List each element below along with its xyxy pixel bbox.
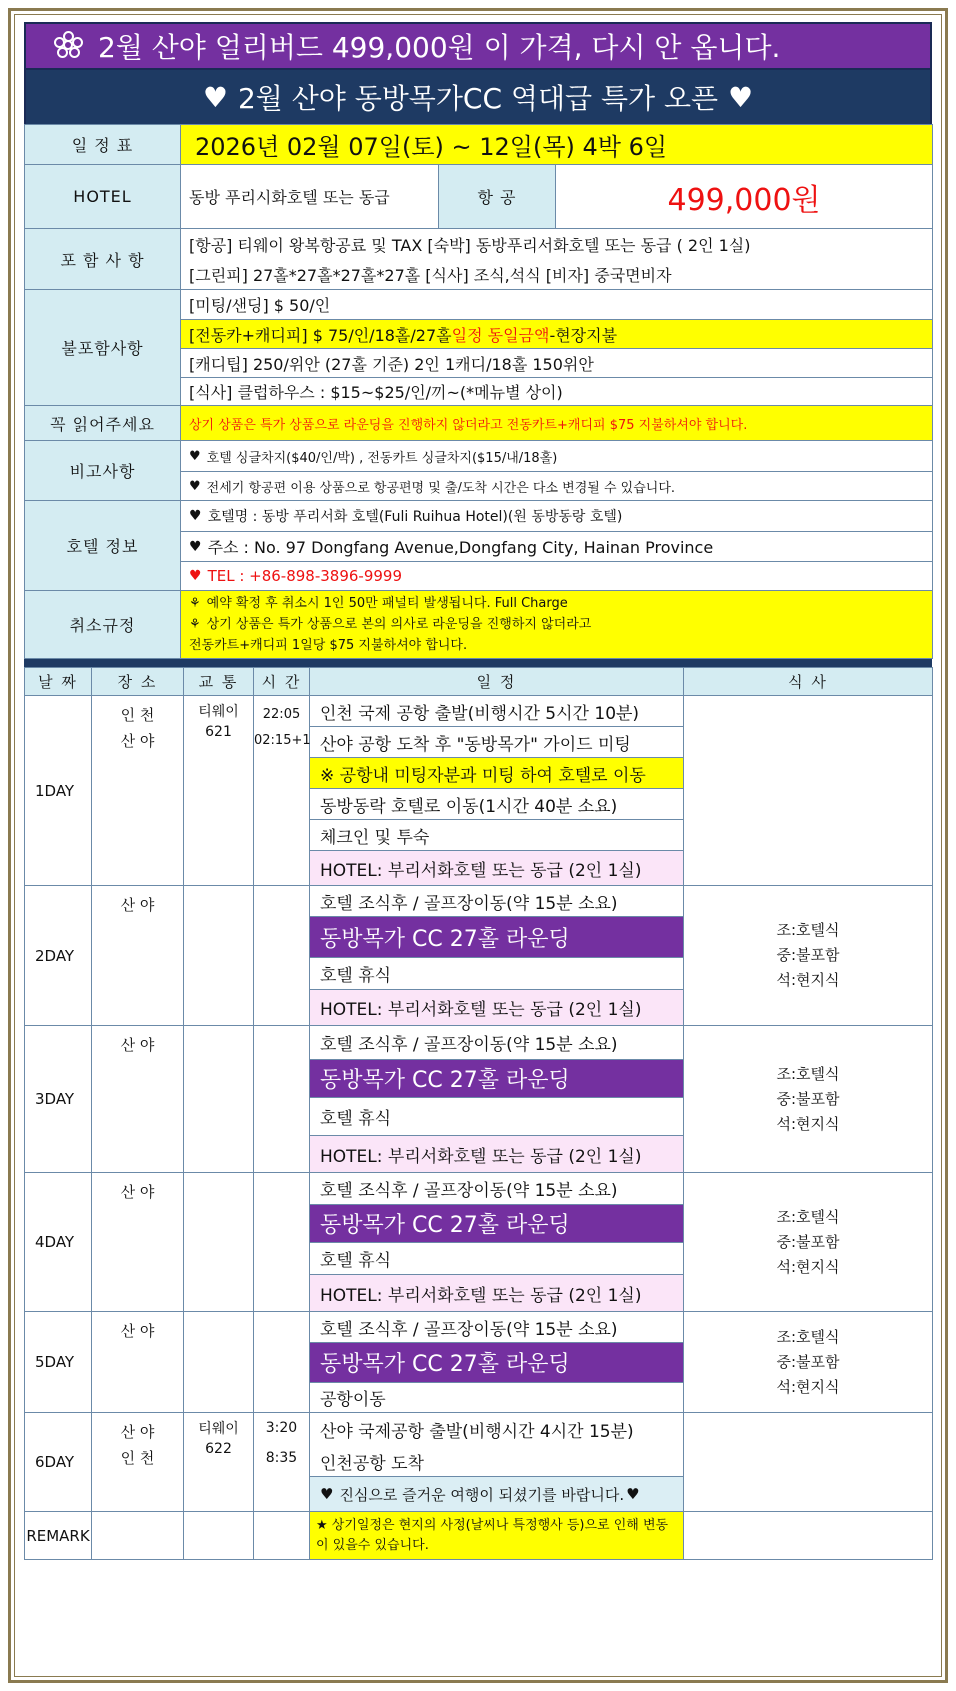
schedule-item: 호텔 조식후 / 골프장이동(약 15분 소요) — [310, 886, 683, 917]
heart-icon: ♥ — [626, 1485, 640, 1503]
schedule-item: HOTEL: 부리서화호텔 또는 동급 (2인 1실) — [310, 1136, 683, 1172]
place-text: 산 야 — [120, 732, 155, 750]
excluded-label: 불포함사항 — [25, 290, 181, 406]
meal-cell — [684, 1512, 933, 1560]
heart-icon: ♥ — [728, 80, 754, 114]
heart-icon: ♥ — [202, 80, 228, 114]
place-cell: 산 야 — [92, 1312, 184, 1413]
schedule-item: 공항이동 — [320, 1390, 386, 1410]
place-cell — [92, 1512, 184, 1560]
day-row — [25, 696, 933, 886]
meal-text: 중:불포함 — [776, 946, 840, 964]
schedule-cell — [310, 886, 684, 1026]
hotel-info-text: 호텔명 : 동방 푸리서화 호텔(Fuli Ruihua Hotel)(원 동방동랑 호텔) — [207, 509, 623, 525]
transport-cell: 티웨이 622 — [184, 1413, 254, 1512]
schedule-item: 동방동락 호텔로 이동(1시간 40분 소요) — [310, 789, 683, 820]
remark-line — [181, 441, 932, 471]
header-schedule: 일 정 — [310, 668, 684, 696]
schedule-item-highlight: 동방목가 CC 27홀 라운딩 — [310, 1205, 683, 1243]
meal-text: 조:호텔식 — [776, 1327, 840, 1346]
schedule-cell — [310, 1026, 684, 1173]
meal-cell — [684, 696, 933, 886]
transport-cell: 티웨이 621 — [184, 696, 254, 886]
must-read-text: 상기 상품은 특가 상품으로 라운딩을 진행하지 않더라고 전동카트+캐디피 $75 지불하셔야 합니다. — [181, 406, 933, 441]
schedule-text: 진심으로 즐거운 여행이 되셨기를 바랍니다. — [339, 1485, 625, 1504]
day-row — [25, 886, 933, 1026]
schedule-item: HOTEL: 부리서화호텔 또는 동급 (2인 1실) — [310, 1275, 683, 1311]
remark-text: 호텔 싱글차지($40/인/박) , 전동카트 싱글차지($15/내/18홀) — [206, 450, 558, 466]
remark-line — [181, 471, 932, 500]
included-label: 포 함 사 항 — [25, 229, 181, 290]
place-text: 인 천 — [120, 706, 155, 724]
meal-cell — [684, 1173, 933, 1312]
transport-cell — [184, 1026, 254, 1173]
schedule-item: 호텔 휴식 — [310, 1098, 683, 1136]
time-cell — [254, 1026, 310, 1173]
included-line: [그린피] 27홀*27홀*27홀*27홀 [식사] 조식,석식 [비자] 중국면비자 — [189, 265, 672, 285]
hotel-info-text: 주소 : No. 97 Dongfang Avenue,Dongfang City, Hainan Province — [207, 538, 714, 557]
place-cell: 산 야 — [92, 1173, 184, 1312]
cancel-text: 상기 상품은 특가 상품으로 본의 의사로 라운딩을 진행하지 않더라고 — [206, 617, 592, 632]
time-cell — [254, 1512, 310, 1560]
excluded-text: -현장지불 — [549, 325, 618, 345]
heart-icon: ♥ — [189, 508, 202, 524]
day-row — [25, 1413, 933, 1512]
flower-icon — [54, 31, 84, 61]
heart-icon: ♥ — [189, 448, 201, 464]
place-cell: 산 야 — [92, 886, 184, 1026]
place-text: 인 천 — [120, 1449, 155, 1467]
time-text: 3:20 — [265, 1420, 298, 1436]
remarks-cell — [181, 441, 933, 501]
meal-cell — [684, 1413, 933, 1512]
transport-cell — [184, 886, 254, 1026]
meal-text: 중:불포함 — [776, 1232, 840, 1251]
cancel-line — [189, 593, 932, 614]
transport-cell — [184, 1312, 254, 1413]
heart-icon: ♥ — [189, 538, 202, 555]
air-label: 항 공 — [439, 165, 556, 229]
meal-cell — [684, 1312, 933, 1413]
remark-label: REMARK — [25, 1512, 92, 1560]
time-cell — [254, 1413, 310, 1512]
remark-text: ★ 상기일정은 현지의 사정(날씨나 특정행사 등)으로 인해 변동이 있을수 있습니다. — [310, 1512, 684, 1560]
schedule-item: 체크인 및 투숙 — [310, 820, 683, 851]
time-text: 8:35 — [265, 1450, 298, 1466]
promo-banner — [24, 22, 932, 70]
header-transport: 교 통 — [184, 668, 254, 696]
sub-banner — [24, 70, 932, 124]
schedule-item-highlight: 동방목가 CC 27홀 라운딩 — [310, 917, 683, 958]
remark-row — [25, 1512, 933, 1560]
schedule-item: HOTEL: 부리서화호텔 또는 동급 (2인 1실) — [310, 851, 683, 885]
schedule-item-highlight: 동방목가 CC 27홀 라운딩 — [310, 1343, 683, 1383]
meal-text: 중:불포함 — [776, 1089, 840, 1108]
included-cell — [181, 229, 933, 290]
header-date: 날 짜 — [25, 668, 92, 696]
schedule-item — [310, 1477, 683, 1511]
meal-text: 석:현지식 — [776, 1114, 840, 1133]
schedule-cell — [310, 1312, 684, 1413]
remark-text: 전세기 항공편 이용 상품으로 항공편명 및 출/도착 시간은 다소 변경될 수 있습니다. — [206, 480, 676, 496]
day-label: 1DAY — [25, 696, 92, 886]
cancel-line: 전동카트+캐디피 1일당 $75 지불하셔야 합니다. — [189, 638, 468, 653]
meal-cell — [684, 886, 933, 1026]
schedule-cell — [310, 696, 684, 886]
day-row — [25, 1026, 933, 1173]
schedule-item: 호텔 휴식 — [310, 1243, 683, 1275]
time-cell — [254, 696, 310, 886]
heart-icon: ♥ — [189, 568, 202, 584]
schedule-cell — [310, 1413, 684, 1512]
tel-text: TEL : +86-898-3896-9999 — [207, 567, 403, 585]
info-table — [24, 124, 933, 659]
schedule-item: HOTEL: 부리서화호텔 또는 동급 (2인 1실) — [310, 990, 683, 1025]
schedule-item: ※ 공항내 미팅자분과 미팅 하여 호텔로 이동 — [310, 758, 683, 789]
schedule-item: 인천공항 도착 — [310, 1446, 683, 1477]
cancel-text: 예약 확정 후 취소시 1인 50만 패널티 발생됩니다. Full Charge — [206, 596, 568, 611]
excluded-line: [식사] 클럽하우스 : $15~$25/인/끼~(*메뉴별 상이) — [181, 377, 932, 405]
schedule-value: 2026년 02월 07일(토) ~ 12일(목) 4박 6일 — [181, 125, 933, 165]
day-row — [25, 1312, 933, 1413]
meal-text: 석:현지식 — [776, 1257, 840, 1276]
meal-text: 조:호텔식 — [776, 1207, 840, 1226]
time-cell — [254, 1312, 310, 1413]
meal-text: 조:호텔식 — [776, 921, 840, 939]
praying-hands-icon: ⚘ — [189, 617, 201, 632]
place-cell — [92, 696, 184, 886]
excluded-text: [전동카+캐디피] $ 75/인/18홀/27홀 — [189, 325, 452, 345]
document — [24, 22, 932, 1560]
hotel-label: HOTEL — [25, 165, 181, 229]
cancel-cell — [181, 591, 933, 659]
hotel-info-line — [181, 501, 932, 531]
day-label: 2DAY — [25, 886, 92, 1026]
price: 499,000원 — [556, 165, 933, 229]
day-label: 5DAY — [25, 1312, 92, 1413]
excluded-line: [캐디팁] 250/위안 (27홀 기준) 2인 1캐디/18홀 150위안 — [181, 348, 932, 377]
must-read-label: 꼭 읽어주세요 — [25, 406, 181, 441]
meal-text: 석:현지식 — [776, 971, 840, 989]
cancel-line — [189, 614, 932, 635]
place-text: 산 야 — [120, 1423, 155, 1441]
praying-hands-icon: ⚘ — [189, 596, 201, 611]
meal-cell — [684, 1026, 933, 1173]
schedule-item: 산야 공항 도착 후 "동방목가" 가이드 미팅 — [310, 727, 683, 758]
header-meal: 식 사 — [684, 668, 933, 696]
itinerary-table — [24, 667, 933, 1560]
meal-text: 중:불포함 — [776, 1352, 840, 1371]
excluded-cell — [181, 290, 933, 406]
excluded-line: [미팅/샌딩] $ 50/인 — [189, 296, 331, 315]
place-cell: 산 야 — [92, 1026, 184, 1173]
schedule-item-highlight: 동방목가 CC 27홀 라운딩 — [310, 1060, 683, 1098]
meal-text: 석:현지식 — [776, 1377, 840, 1396]
schedule-item: 인천 국제 공항 출발(비행시간 5시간 10분) — [310, 696, 683, 727]
time-cell — [254, 886, 310, 1026]
time-text: 02:15+1 — [254, 733, 311, 748]
header-place: 장 소 — [92, 668, 184, 696]
time-cell — [254, 1173, 310, 1312]
meal-text: 조:호텔식 — [776, 1064, 840, 1083]
schedule-item: 호텔 조식후 / 골프장이동(약 15분 소요) — [310, 1026, 683, 1060]
transport-cell — [184, 1512, 254, 1560]
hotel-info-cell — [181, 501, 933, 591]
schedule-cell — [310, 1173, 684, 1312]
remarks-label: 비고사항 — [25, 441, 181, 501]
time-text: 22:05 — [262, 707, 301, 722]
day-row — [25, 1173, 933, 1312]
place-cell — [92, 1413, 184, 1512]
day-label: 3DAY — [25, 1026, 92, 1173]
included-line: [항공] 티웨이 왕복항공료 및 TAX [숙박] 동방푸리서화호텔 또는 동급 ( 2인 1실) — [189, 235, 751, 255]
day-label: 6DAY — [25, 1413, 92, 1512]
schedule-item: 호텔 휴식 — [310, 958, 683, 990]
hotel-value: 동방 푸리시화호텔 또는 동급 — [181, 165, 439, 229]
header-time: 시 간 — [254, 668, 310, 696]
transport-cell — [184, 1173, 254, 1312]
excluded-red-text: 일정 동일금액 — [451, 325, 550, 345]
schedule-label: 일 정 표 — [25, 125, 181, 165]
section-divider — [24, 659, 932, 667]
hotel-info-label: 호텔 정보 — [25, 501, 181, 591]
schedule-item: 호텔 조식후 / 골프장이동(약 15분 소요) — [310, 1312, 683, 1343]
schedule-item: 호텔 조식후 / 골프장이동(약 15분 소요) — [310, 1173, 683, 1205]
excluded-line-highlight — [181, 319, 932, 348]
cancel-label: 취소규정 — [25, 591, 181, 659]
heart-icon: ♥ — [320, 1485, 334, 1503]
promo-title: 2월 산야 얼리버드 499,000원 이 가격, 다시 안 옵니다. — [98, 31, 781, 64]
day-label: 4DAY — [25, 1173, 92, 1312]
sub-title: 2월 산야 동방목가CC 역대급 특가 오픈 — [237, 82, 719, 115]
schedule-item: 산야 국제공항 출발(비행시간 4시간 15분) — [320, 1422, 634, 1442]
tel-line — [181, 561, 932, 590]
hotel-info-line — [181, 531, 932, 561]
heart-icon: ♥ — [189, 478, 201, 494]
